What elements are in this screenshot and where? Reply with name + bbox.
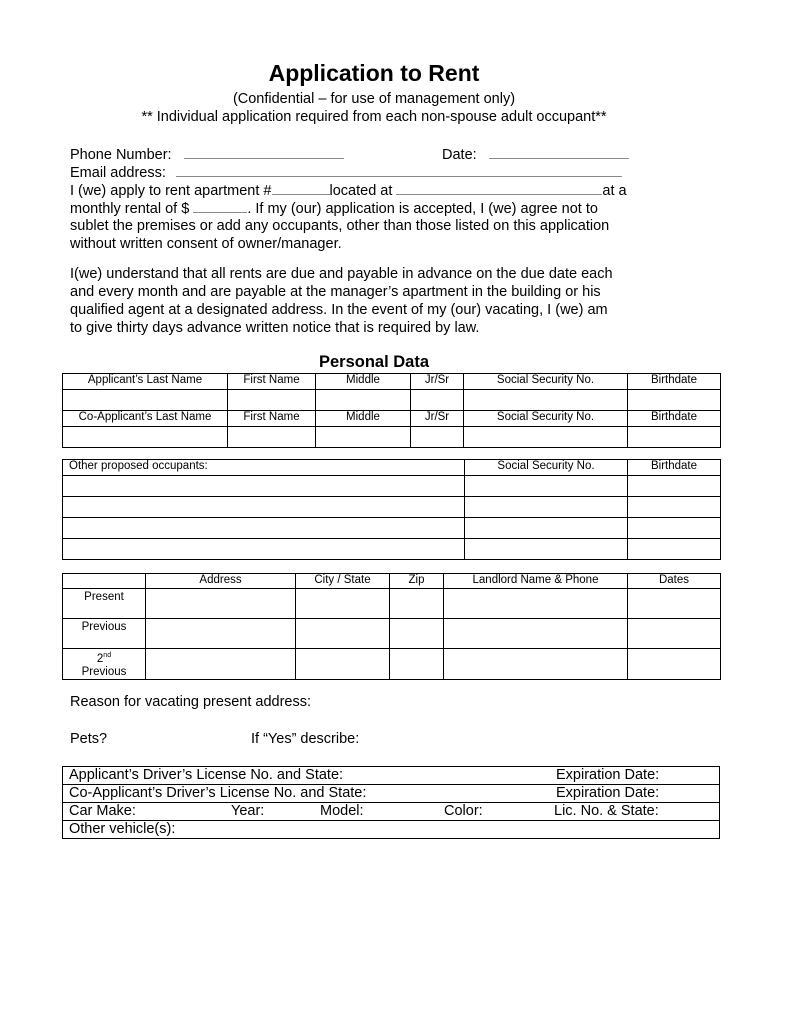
- present-address-cell[interactable]: [146, 589, 296, 619]
- applicant-ssn-header: Social Security No.: [464, 374, 628, 390]
- previous-label: Previous: [63, 619, 146, 649]
- applicant-birthdate-cell[interactable]: [628, 390, 721, 411]
- address-header: Address: [146, 574, 296, 589]
- individual-application-note: ** Individual application required from each non-spouse adult occupant**: [141, 109, 607, 125]
- applicant-license-row[interactable]: [62, 766, 720, 785]
- applicant-middle-header: Middle: [316, 374, 411, 390]
- address-blank-header: [63, 574, 146, 589]
- applicant-suffix-cell[interactable]: [411, 390, 464, 411]
- at-a-text: at a: [602, 183, 627, 199]
- second-previous-city-cell[interactable]: [296, 649, 390, 680]
- consent-line: without written consent of owner/manager.: [70, 236, 342, 252]
- email-field[interactable]: [176, 164, 622, 177]
- applicant-birthdate-header: Birthdate: [628, 374, 721, 390]
- previous-landlord-cell[interactable]: [444, 619, 628, 649]
- coapplicant-license-label: Co-Applicant’s Driver’s License No. and State:: [69, 785, 367, 801]
- date-line: [442, 146, 629, 163]
- coapplicant-expiration-label: Expiration Date:: [556, 785, 660, 801]
- present-city-cell[interactable]: [296, 589, 390, 619]
- second-previous-label: [63, 649, 146, 680]
- zip-header: Zip: [390, 574, 444, 589]
- occupant-name-cell[interactable]: [63, 518, 465, 539]
- second-previous-zip-cell[interactable]: [390, 649, 444, 680]
- previous-zip-cell[interactable]: [390, 619, 444, 649]
- second-previous-text: Previous: [81, 665, 127, 678]
- coapplicant-middle-cell[interactable]: [316, 427, 411, 448]
- coapplicant-birthdate-header: Birthdate: [628, 411, 721, 427]
- present-label: Present: [63, 589, 146, 619]
- applicant-first-name-cell[interactable]: [228, 390, 316, 411]
- apply-text: I (we) apply to rent apartment #: [70, 183, 272, 199]
- applicant-last-name-cell[interactable]: [63, 390, 228, 411]
- car-color-label: Color:: [444, 803, 483, 819]
- coapplicant-birthdate-cell[interactable]: [628, 427, 721, 448]
- applicant-last-name-header: Applicant’s Last Name: [63, 374, 228, 390]
- dates-header: Dates: [628, 574, 721, 589]
- car-model-label: Model:: [320, 803, 364, 819]
- second-number: 2: [96, 652, 104, 665]
- personal-data-heading: Personal Data: [318, 353, 430, 371]
- present-zip-cell[interactable]: [390, 589, 444, 619]
- coapplicant-last-name-header: Co-Applicant’s Last Name: [63, 411, 228, 427]
- landlord-header: Landlord Name & Phone: [444, 574, 628, 589]
- located-at-text: located at: [329, 183, 393, 199]
- other-vehicles-label: Other vehicle(s):: [69, 821, 176, 837]
- occupant-birthdate-cell[interactable]: [628, 539, 721, 560]
- applicant-table: [62, 373, 721, 448]
- coapplicant-ssn-cell[interactable]: [464, 427, 628, 448]
- coapplicant-suffix-cell[interactable]: [411, 427, 464, 448]
- occupant-birthdate-cell[interactable]: [628, 476, 721, 497]
- occupant-birthdate-cell[interactable]: [628, 518, 721, 539]
- rents-text-3: qualified agent at a designated address. In the event of my (our) vacating, I (we) am: [70, 302, 608, 318]
- rents-text-1: I(we) understand that all rents are due and payable in advance on the due date each: [70, 266, 613, 282]
- page-title: Application to Rent: [268, 60, 480, 86]
- applicant-license-label: Applicant’s Driver’s License No. and State:: [69, 767, 344, 783]
- applicant-ssn-cell[interactable]: [464, 390, 628, 411]
- previous-dates-cell[interactable]: [628, 619, 721, 649]
- occupants-ssn-header: Social Security No.: [465, 460, 628, 476]
- occupant-name-cell[interactable]: [63, 539, 465, 560]
- location-field[interactable]: [396, 182, 602, 195]
- car-year-label: Year:: [231, 803, 265, 819]
- coapplicant-last-name-cell[interactable]: [63, 427, 228, 448]
- coapplicant-first-name-header: First Name: [228, 411, 316, 427]
- occupant-ssn-cell[interactable]: [465, 539, 628, 560]
- phone-field[interactable]: [184, 146, 344, 159]
- email-line: [70, 164, 622, 181]
- applicant-middle-cell[interactable]: [316, 390, 411, 411]
- applicant-first-name-header: First Name: [228, 374, 316, 390]
- rents-text-4: to give thirty days advance written notice that is required by law.: [70, 320, 480, 336]
- coapplicant-ssn-header: Social Security No.: [464, 411, 628, 427]
- present-dates-cell[interactable]: [628, 589, 721, 619]
- applicant-suffix-header: Jr/Sr: [411, 374, 464, 390]
- phone-label: Phone Number:: [70, 147, 172, 163]
- previous-address-cell[interactable]: [146, 619, 296, 649]
- occupant-ssn-cell[interactable]: [465, 476, 628, 497]
- occupants-table: [62, 459, 721, 560]
- car-make-label: Car Make:: [69, 803, 136, 819]
- email-label: Email address:: [70, 165, 166, 181]
- phone-line: [70, 146, 344, 163]
- occupant-birthdate-cell[interactable]: [628, 497, 721, 518]
- occupant-ssn-cell[interactable]: [465, 497, 628, 518]
- monthly-rental-text: monthly rental of $: [70, 201, 190, 217]
- reason-for-vacating-label: Reason for vacating present address:: [70, 694, 311, 710]
- occupant-ssn-cell[interactable]: [465, 518, 628, 539]
- apply-line: [70, 182, 627, 199]
- address-history-table: [62, 573, 721, 680]
- present-landlord-cell[interactable]: [444, 589, 628, 619]
- occupant-name-cell[interactable]: [63, 497, 465, 518]
- occupants-header: Other proposed occupants:: [63, 460, 465, 476]
- date-label: Date:: [442, 147, 477, 163]
- confidential-note: (Confidential – for use of management only): [232, 91, 516, 107]
- rents-text-2: and every month and are payable at the manager’s apartment in the building or his: [70, 284, 601, 300]
- second-suffix: nd: [103, 652, 112, 659]
- previous-city-cell[interactable]: [296, 619, 390, 649]
- other-vehicles-row[interactable]: [62, 820, 720, 838]
- accepted-text: . If my (our) application is accepted, I (we) agree not to: [247, 201, 598, 217]
- sublet-line: sublet the premises or add any occupants, other than those listed on this application: [70, 218, 610, 234]
- apartment-number-field[interactable]: [272, 182, 330, 195]
- coapplicant-license-row[interactable]: [62, 784, 720, 803]
- pets-label: Pets?: [70, 731, 108, 747]
- occupant-name-cell[interactable]: [63, 476, 465, 497]
- second-previous-address-cell[interactable]: [146, 649, 296, 680]
- car-row[interactable]: [62, 802, 720, 821]
- applicant-expiration-label: Expiration Date:: [556, 767, 660, 783]
- pets-describe-label: If “Yes” describe:: [251, 731, 360, 747]
- rent-amount-field[interactable]: [193, 200, 247, 213]
- coapplicant-first-name-cell[interactable]: [228, 427, 316, 448]
- occupants-birthdate-header: Birthdate: [628, 460, 721, 476]
- city-state-header: City / State: [296, 574, 390, 589]
- car-license-label: Lic. No. & State:: [554, 803, 659, 819]
- rental-line: [70, 200, 598, 217]
- coapplicant-middle-header: Middle: [316, 411, 411, 427]
- second-previous-dates-cell[interactable]: [628, 649, 721, 680]
- coapplicant-suffix-header: Jr/Sr: [411, 411, 464, 427]
- second-previous-landlord-cell[interactable]: [444, 649, 628, 680]
- date-field[interactable]: [489, 146, 629, 159]
